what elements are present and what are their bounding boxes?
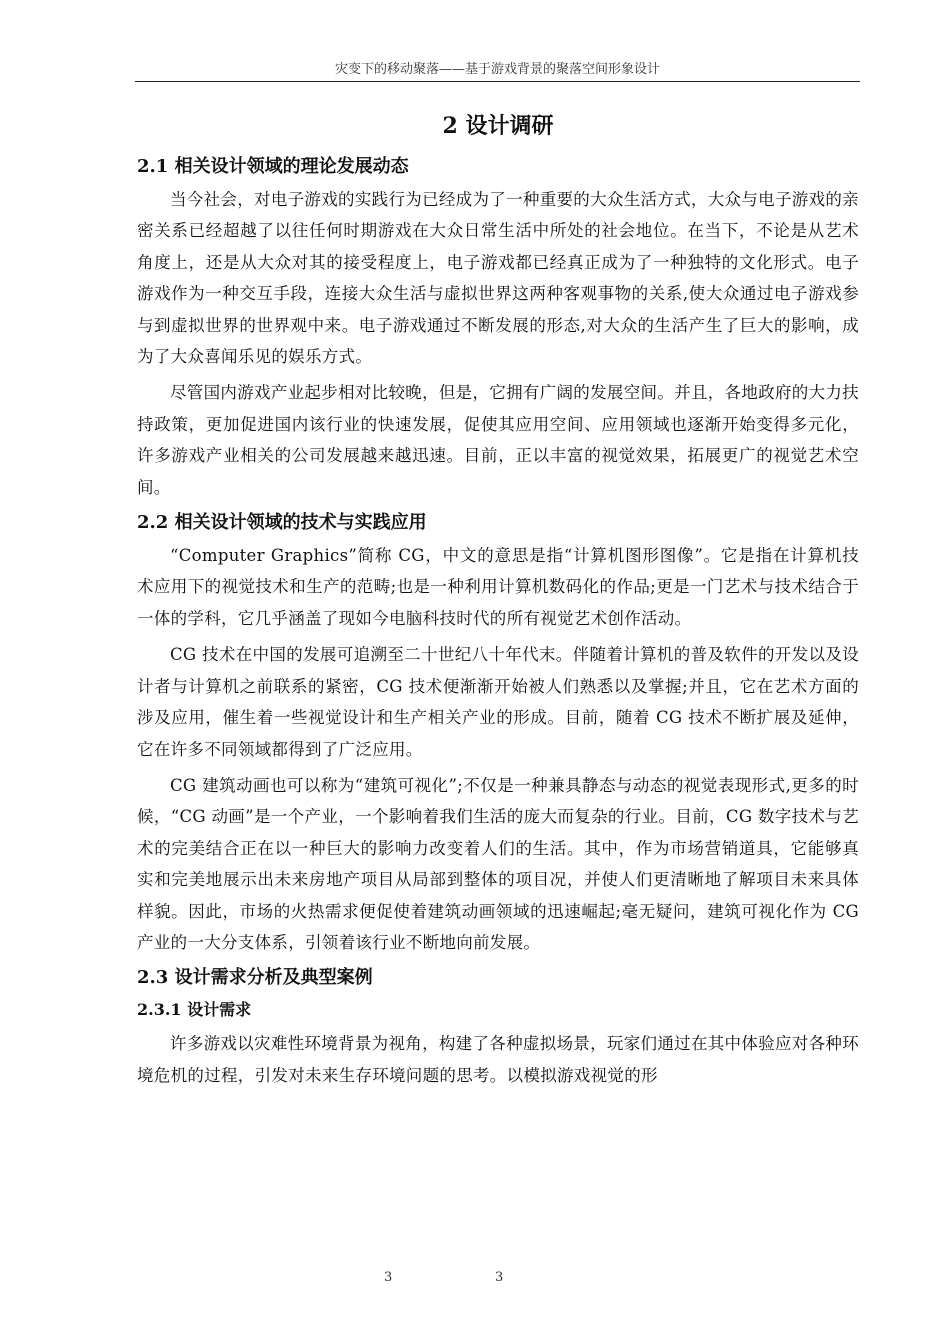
header-divider — [135, 81, 860, 82]
paragraph: CG 建筑动画也可以称为“建筑可视化”;不仅是一种兼具静态与动态的视觉表现形式,更多的时候，“CG 动画”是一个产业，一个影响着我们生活的庞大而复杂的行业。目前，CG 数字技术与艺术的完美结合正在以一种巨大的影响力改变着人们的生活。其中，作为市场营销道具，它能够真实和完美地展示出未来房地产项目从局部到整体的项目况，并使人们更清晰地了解项目未来具体样貌。因此，市场的火热需求便促使着建筑动画领域的迅速崛起;毫无疑问，建筑可视化作为 CG 产业的一大分支体系，引领着该行业不断地向前发展。 — [137, 775, 859, 952]
running-header: 灾变下的移动聚落——基于游戏背景的聚落空间形象设计 — [334, 62, 660, 77]
subsection-heading-2-3-1: 2.3.1 设计需求 — [137, 1000, 252, 1020]
page-number: 3 — [384, 1270, 393, 1285]
section-heading-2-1: 2.1 相关设计领域的理论发展动态 — [137, 156, 409, 177]
paragraph: CG 技术在中国的发展可追溯至二十世纪八十年代末。伴随着计算机的普及软件的开发以及设计者与计算机之前联系的紧密，CG 技术便渐渐开始被人们熟悉以及掌握;并且，它在艺术方面的涉及应用，催生着一些视觉设计和生产相关产业的形成。目前，随着 CG 技术不断扩展及延伸，它在许多不同领域都得到了广泛应用。 — [137, 645, 859, 759]
page-number: 3 — [495, 1270, 504, 1285]
paragraph: “Computer Graphics”简称 CG，中文的意思是指“计算机图形图像”。它是指在计算机技术应用下的视觉技术和生产的范畴;也是一种利用计算机数码化的作品;更是一门艺术与技术结合于一体的学科，它几乎涵盖了现如今电脑科技时代的所有视觉艺术创作活动。 — [137, 546, 859, 628]
paragraph: 尽管国内游戏产业起步相对比较晚，但是，它拥有广阔的发展空间。并且，各地政府的大力扶持政策，更加促进国内该行业的快速发展，促使其应用空间、应用领域也逐渐开始变得多元化，许多游戏产业相关的公司发展越来越迅速。目前，正以丰富的视觉效果，拓展更广的视觉艺术空间。 — [137, 383, 859, 497]
paragraph: 当今社会，对电子游戏的实践行为已经成为了一种重要的大众生活方式，大众与电子游戏的亲密关系已经超越了以往任何时期游戏在大众日常生活中所处的社会地位。在当下，不论是从艺术角度上，还是从大众对其的接受程度上，电子游戏都已经真正成为了一种独特的文化形式。电子游戏作为一种交互手段，连接大众生活与虚拟世界这两种客观事物的关系,使大众通过电子游戏参与到虚拟世界的世界观中来。电子游戏通过不断发展的形态,对大众的生活产生了巨大的影响，成为了大众喜闻乐见的娱乐方式。 — [137, 190, 859, 367]
page-footer — [0, 1270, 950, 1288]
section-heading-2-2: 2.2 相关设计领域的技术与实践应用 — [137, 512, 427, 534]
chapter-title: 2 设计调研 — [442, 113, 554, 139]
paragraph: 许多游戏以灾难性环境背景为视角，构建了各种虚拟场景，玩家们通过在其中体验应对各种环境危机的过程，引发对未来生存环境问题的思考。以模拟游戏视觉的形 — [137, 1034, 859, 1085]
page-body — [137, 108, 859, 1096]
section-heading-2-3: 2.3 设计需求分析及典型案例 — [137, 967, 373, 989]
